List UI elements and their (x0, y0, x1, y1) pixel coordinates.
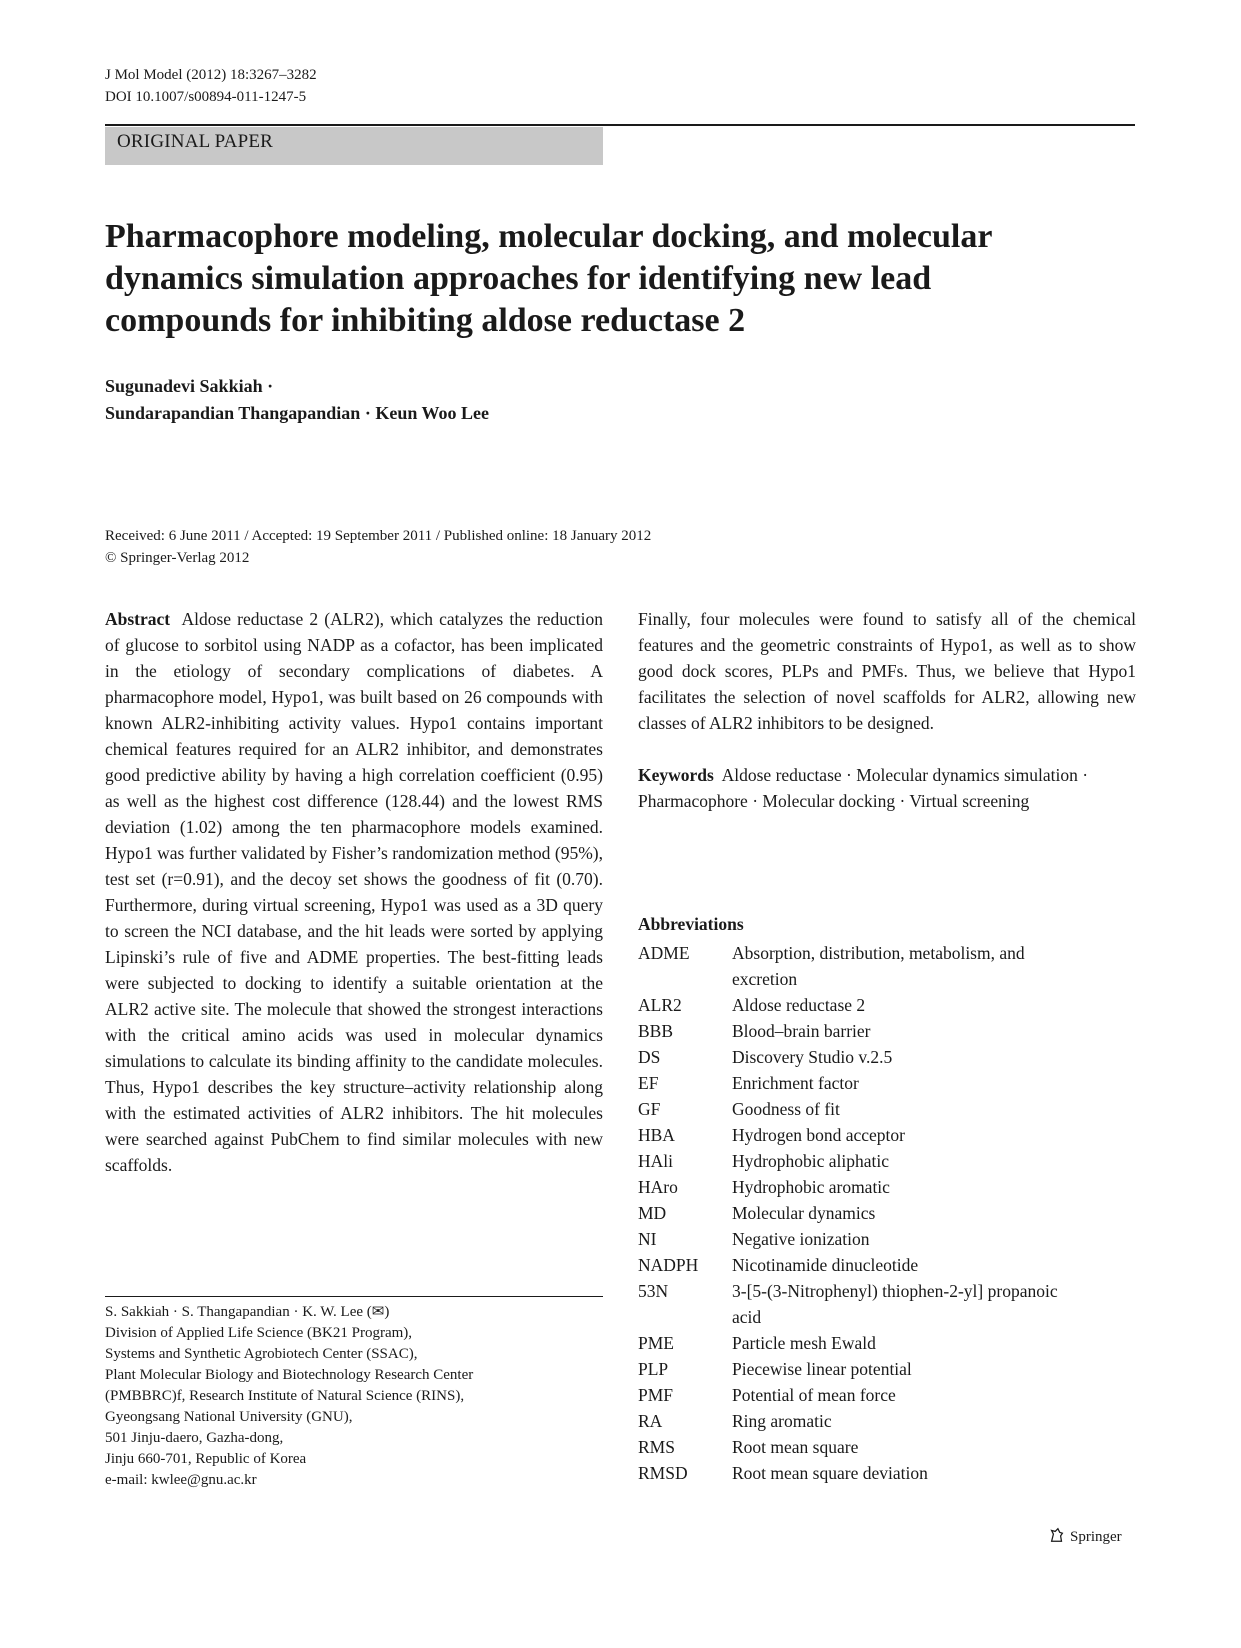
abbreviation-definition: Root mean square deviation (732, 1463, 928, 1483)
abbreviation-definition: 3-[5-(3-Nitrophenyl) thiophen-2-yl] propanoic acid (732, 1281, 1058, 1327)
keywords-text: Aldose reductase · Molecular dynamics simulation · Pharmacophore · Molecular docking · Virtual screening (638, 765, 1089, 811)
abbreviation-definition: Enrichment factor (732, 1073, 859, 1093)
doi: DOI 10.1007/s00894-011-1247-5 (105, 89, 307, 105)
abbreviation-row (638, 1174, 1078, 1200)
abbreviation-term: ADME (638, 943, 690, 963)
title-line: Pharmacophore modeling, molecular docking, and molecular (105, 218, 993, 255)
abbreviation-term: RMSD (638, 1463, 688, 1483)
header-rule (105, 124, 1135, 126)
abbreviation-term: PMF (638, 1385, 674, 1405)
affiliation-authors: S. Sakkiah · S. Thangapandian · K. W. Lee (✉) (105, 1304, 390, 1320)
abbreviation-definition: Goodness of fit (732, 1099, 840, 1119)
abbreviation-term: 53N (638, 1281, 669, 1301)
abbreviation-term: RA (638, 1411, 663, 1431)
affiliation-rule (105, 1296, 603, 1297)
journal-citation: J Mol Model (2012) 18:3267–3282 (105, 67, 317, 83)
copyright: © Springer-Verlag 2012 (105, 550, 250, 566)
abbreviation-definition: Piecewise linear potential (732, 1359, 912, 1379)
affiliation-line: Jinju 660-701, Republic of Korea (105, 1451, 307, 1467)
abbreviation-definition: Potential of mean force (732, 1385, 896, 1405)
abbreviation-row (638, 1200, 1078, 1226)
author-line: Sugunadevi Sakkiah · (105, 376, 274, 396)
publisher-name: Springer (1070, 1529, 1122, 1545)
abbreviation-row (638, 1434, 1078, 1460)
abbreviation-term: HAli (638, 1151, 673, 1171)
abbreviation-row (638, 940, 1078, 992)
abbreviation-row (638, 1460, 1078, 1486)
affiliation-line: Gyeongsang National University (GNU), (105, 1409, 353, 1425)
keywords-paragraph (638, 762, 1136, 814)
abbreviations-heading: Abbreviations (638, 914, 744, 934)
abbreviation-row (638, 992, 1078, 1018)
affiliation-block (105, 1302, 473, 1491)
author-line: Sundarapandian Thangapandian · Keun Woo Lee (105, 403, 490, 423)
title-line: compounds for inhibiting aldose reductase 2 (105, 302, 746, 339)
abbreviation-row (638, 1356, 1078, 1382)
abbreviation-term: ALR2 (638, 995, 682, 1015)
affiliation-email: e-mail: kwlee@gnu.ac.kr (105, 1472, 257, 1488)
abbreviation-definition: Aldose reductase 2 (732, 995, 866, 1015)
abbreviation-row (638, 1408, 1078, 1434)
springer-horse-icon (1048, 1526, 1066, 1549)
abbreviation-definition: Hydrophobic aliphatic (732, 1151, 889, 1171)
abbreviation-definition: Particle mesh Ewald (732, 1333, 876, 1353)
abbreviation-term: PLP (638, 1359, 669, 1379)
abbreviation-definition: Absorption, distribution, metabolism, and excretion (732, 943, 1025, 989)
affiliation-line: Plant Molecular Biology and Biotechnology Research Center (105, 1367, 474, 1383)
springer-logo (1048, 1526, 1122, 1549)
abbreviation-row (638, 1122, 1078, 1148)
abbreviation-row (638, 1148, 1078, 1174)
abstract-heading: Abstract (105, 609, 171, 629)
abbreviations-list (638, 940, 1078, 1486)
affiliation-line: (PMBBRC)f, Research Institute of Natural Science (RINS), (105, 1388, 465, 1404)
abbreviation-term: HBA (638, 1125, 675, 1145)
abbreviation-definition: Negative ionization (732, 1229, 870, 1249)
paper-type-banner: ORIGINAL PAPER (105, 127, 603, 165)
paper-title (105, 216, 1145, 342)
date-history: Received: 6 June 2011 / Accepted: 19 September 2011 / Published online: 18 January 2012 (105, 528, 652, 544)
abbreviation-definition: Nicotinamide dinucleotide (732, 1255, 919, 1275)
abbreviation-definition: Hydrophobic aromatic (732, 1177, 890, 1197)
abbreviation-term: HAro (638, 1177, 678, 1197)
abbreviation-term: BBB (638, 1021, 674, 1041)
abstract-left-column (105, 606, 603, 1178)
abbreviation-row (638, 1096, 1078, 1122)
affiliation-line: Division of Applied Life Science (BK21 Program), (105, 1325, 413, 1341)
affiliation-line: 501 Jinju-daero, Gazha-dong, (105, 1430, 284, 1446)
abbreviation-definition: Hydrogen bond acceptor (732, 1125, 905, 1145)
abbreviation-row (638, 1252, 1078, 1278)
abbreviation-definition: Blood–brain barrier (732, 1021, 871, 1041)
abbreviation-row (638, 1044, 1078, 1070)
abbreviation-term: MD (638, 1203, 667, 1223)
abbreviation-term: GF (638, 1099, 661, 1119)
author-list (105, 373, 489, 427)
abbreviation-term: EF (638, 1073, 659, 1093)
abbreviation-term: DS (638, 1047, 661, 1067)
abstract-paragraph (105, 606, 603, 1178)
abstract-continuation: Finally, four molecules were found to satisfy all of the chemical features and the geometric constraints of Hypo1, as well as to show good dock scores, PLPs and PMFs. Thus, we believe that Hypo1 facilitates the selection of novel scaffolds for ALR2, allowing new classes of ALR2 inhibitors to be designed. (638, 609, 1136, 733)
keywords-heading: Keywords (638, 765, 714, 785)
journal-reference (105, 64, 317, 108)
abbreviation-definition: Molecular dynamics (732, 1203, 876, 1223)
abstract-text: Aldose reductase 2 (ALR2), which catalyzes the reduction of glucose to sorbitol using NADP as a cofactor, has been implicated in the etiology of secondary complications of diabetes. A pharmacophore model, Hypo1, was built based on 26 compounds with known ALR2-inhibiting activity values. Hypo1 contains important chemical features required for an ALR2 inhibitor, and demonstrates good predictive ability by having a high correlation coefficient (0.95) as well as the highest cost difference (128.44) and the lowest RMS deviation (1.02) among the ten pharmacophore models examined. Hypo1 was further validated by Fisher’s randomization method (95%), test set (r=0.91), and the decoy set shows the goodness of fit (0.70). Furthermore, during virtual screening, Hypo1 was used as a 3D query to screen the NCI database, and the hit leads were sorted by applying Lipinski’s rule of five and ADME properties. The best-fitting leads were subjected to docking to identify a suitable orientation at the ALR2 active site. The molecule that showed the strongest interactions with the critical amino acids was used in molecular dynamics simulations to calculate its binding affinity to the candidate molecules. Thus, Hypo1 describes the key structure–activity relationship along with the estimated activities of ALR2 inhibitors. The hit molecules were searched against PubChem to find similar molecules with new scaffolds. (105, 609, 603, 1175)
abbreviation-term: NI (638, 1229, 657, 1249)
abbreviation-term: RMS (638, 1437, 675, 1457)
abbreviation-row (638, 1226, 1078, 1252)
abbreviation-row (638, 1382, 1078, 1408)
abbreviation-definition: Root mean square (732, 1437, 859, 1457)
abbreviation-row (638, 1278, 1078, 1330)
abbreviation-term: PME (638, 1333, 674, 1353)
affiliation-line: Systems and Synthetic Agrobiotech Center (SSAC), (105, 1346, 418, 1362)
abstract-right-column (638, 606, 1136, 814)
title-line: dynamics simulation approaches for identifying new lead (105, 260, 932, 297)
publication-dates (105, 525, 651, 569)
abbreviation-definition: Discovery Studio v.2.5 (732, 1047, 893, 1067)
abbreviation-row (638, 1018, 1078, 1044)
abbreviation-row (638, 1330, 1078, 1356)
abbreviation-definition: Ring aromatic (732, 1411, 832, 1431)
abbreviation-row (638, 1070, 1078, 1096)
abbreviation-term: NADPH (638, 1255, 699, 1275)
